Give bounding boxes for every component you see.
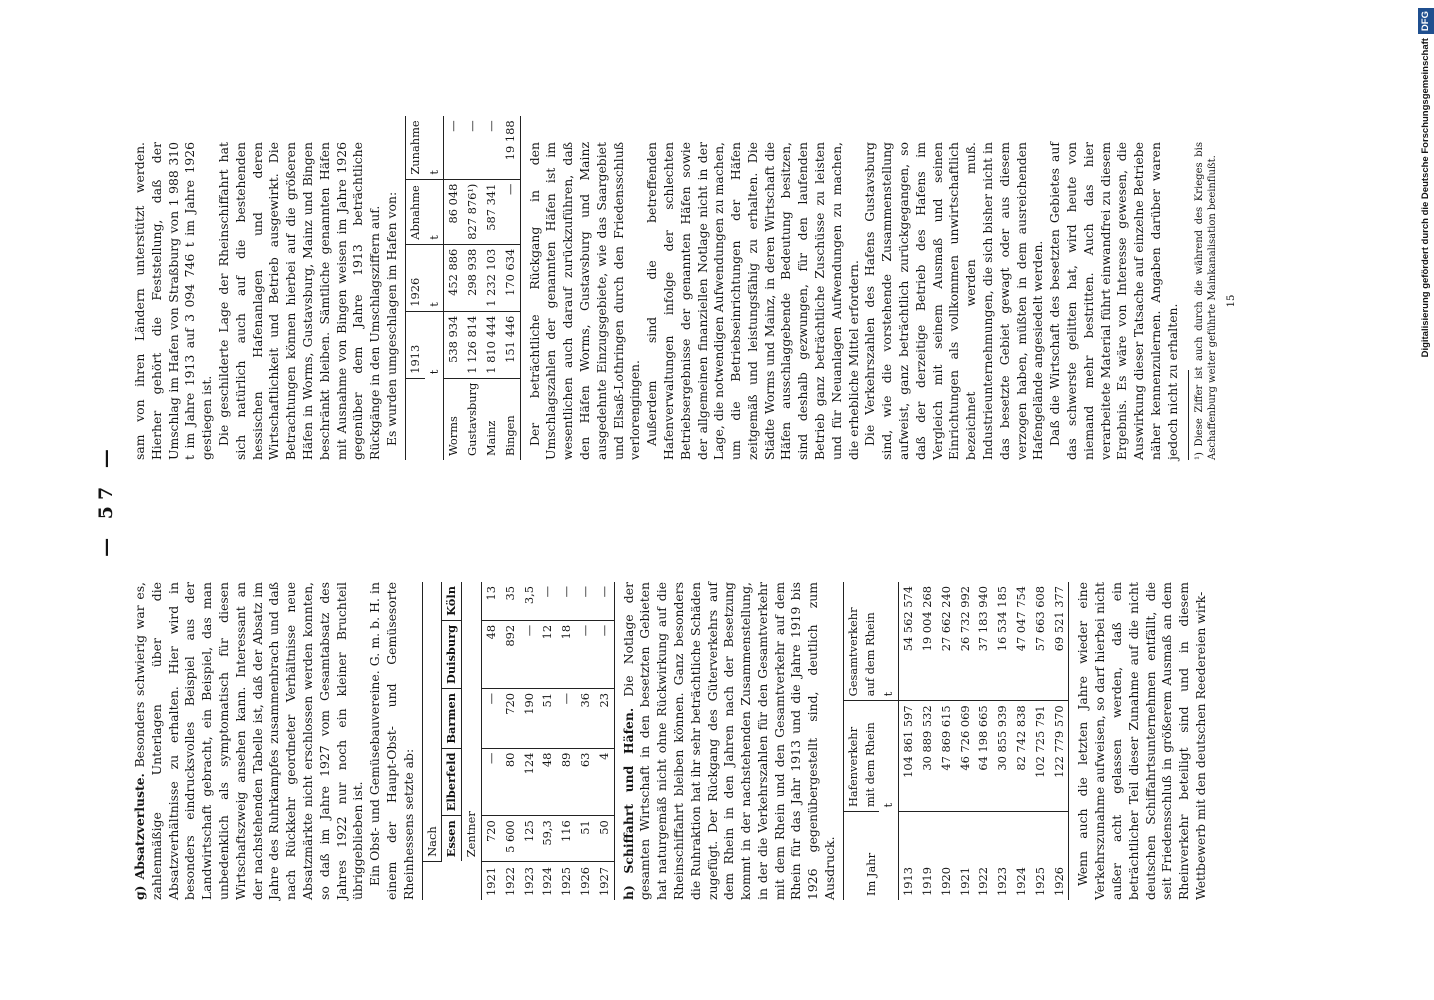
ports-col-header: 1926 [405, 244, 424, 311]
table-cell: 1 810 444 [482, 311, 501, 378]
section-h-paragraph [621, 582, 839, 900]
row-port: Bingen [502, 415, 517, 456]
table-cell: 124 [520, 748, 539, 816]
row-year: 1920 [938, 867, 953, 896]
footer-page-number: 15 [1225, 294, 1237, 308]
table-cell: 27 662 240 [937, 582, 956, 701]
table-cell: 18 [557, 620, 576, 688]
table-cell: — [463, 116, 482, 179]
right-column [132, 120, 1238, 460]
row-year: 1922 [502, 867, 517, 896]
ports-table-corner [405, 378, 444, 460]
table-cell: 13 [481, 582, 500, 620]
row-year: 1925 [559, 867, 574, 896]
right-para-6: Daß die Wirtschaft des besetzten Gebietes auf das schwerste gelitten hat, wird heute von niemand mehr bestritten. Auch das hier verarbeitete Material führt einwandfrei zu diesem Ergebnis. Es wäre von Interesse gewesen, die Auswirkung dieser Tatsache auf einzelne Betriebe näher kennenzulernen. Angaben darüber waren jedoch nicht zu erhalten. [1047, 142, 1180, 460]
table-cell: 48 [481, 620, 500, 688]
table-cell: 51 [576, 816, 595, 862]
table-row [576, 582, 595, 900]
table-cell: 452 886 [444, 244, 463, 311]
ports-col-header: Zunahme [405, 116, 424, 179]
table-cell: — [595, 620, 614, 688]
row-year: 1923 [995, 867, 1010, 896]
table-row [1012, 582, 1031, 900]
table-cell: 35 [501, 582, 520, 620]
table-cell: 59,3 [538, 816, 557, 862]
traffic-unit: t [879, 701, 898, 812]
row-year: 1924 [1014, 867, 1029, 896]
table-cell: 104 861 597 [899, 701, 918, 812]
left-column [132, 582, 1210, 900]
row-year: 1922 [976, 867, 991, 896]
table-cell: — [538, 582, 557, 620]
table-row [482, 116, 501, 460]
table-cell: 82 742 838 [1012, 701, 1031, 812]
ports-unit: t [425, 311, 444, 378]
section-g-text: Besonders schwierig war es, zahlenmäßige Unterlagen über die Absatzverhältnisse zu erhalten. Hier wird in besonders eindrucksvolles Beispiel aus der Landwirtschaft gebracht, ein Beispiel, das man unbedenklich als symptomatisch für diesen Wirtschaftszweig ansehen kann. Interessant an der nachstehenden Tabelle ist, daß der Absatz im Jahre des Ruhrkampfes zusammenbrach und daß nach Rückkehr geordneter Verhältnisse neue Absatzmärkte nicht erschlossen werden konnten, so daß im Jahre 1927 vom Gesamtabsatz des Jahres 1922 nur noch ein kleiner Bruchteil übriggeblieben ist. [132, 582, 366, 900]
ports-unit: t [425, 116, 444, 179]
ports-unit: t [425, 179, 444, 244]
row-year: 1926 [1051, 867, 1066, 896]
table-row [937, 582, 956, 900]
table-cell: 47 047 754 [1012, 582, 1031, 701]
table-row [595, 582, 614, 900]
table-cell: 298 938 [463, 244, 482, 311]
table-cell: 80 [501, 748, 520, 816]
table-cell: — [482, 116, 501, 179]
table-cell: 538 934 [444, 311, 463, 378]
section-g-paragraph [132, 582, 367, 900]
sales-group-header: Nach [422, 582, 442, 861]
row-year: 1921 [957, 867, 972, 896]
table-cell: 116 [557, 816, 576, 862]
sales-table-corner [422, 861, 481, 900]
table-cell: 51 [538, 688, 557, 748]
table-cell: — [501, 179, 520, 244]
table-cell: 587 341 [482, 179, 501, 244]
row-year: 1923 [521, 867, 536, 896]
side-banner-rotated [1418, 0, 1434, 1000]
table-cell: — [520, 620, 539, 688]
table-cell: 4 [595, 748, 614, 816]
table-cell: 892 [501, 620, 520, 688]
section-h-text: Die Notlage der gesamten Wirtschaft in den besetzten Gebieten hat naturgemäß nicht ohne Rückwirkung auf die Rheinschiffahrt bleiben können. Ganz besonders die Ruhraktion hat ihr sehr beträchtliche Schäden zugefügt. Der Rückgang des Güterverkehrs auf dem Rhein in den Jahren nach der Besetzung kommt in der nachstehenden Zusammenstellung, in der die Verkehrszahlen für den Gesamtverkehr mit dem Rhein und den Gesamtverkehr auf dem Rhein für das Jahr 1913 und die Jahre 1919 bis 1926 gegenübergestellt sind, deutlich zum Ausdruck. [620, 582, 838, 900]
row-port: Gustavsburg [465, 382, 480, 456]
row-year: 1926 [577, 867, 592, 896]
table-cell: — [444, 116, 463, 179]
right-para-1: sam von ihren Ländern unterstützt werden. Hierher gehört die Feststellung, daß der Umschlag im Hafen von Straßburg von 1 988 310 t im Jahre 1913 auf 3 094 746 t im Jahre 1926 gestiegen ist. [132, 142, 215, 460]
page-number: — 57 — [95, 443, 117, 557]
table-row [1050, 582, 1069, 900]
table-cell: 30 855 939 [993, 701, 1012, 812]
table-cell: 36 [576, 688, 595, 748]
traffic-unit: t [879, 582, 898, 701]
sales-col-header: Duisburg [442, 620, 462, 688]
sales-col-header: Köln [442, 582, 462, 620]
right-para-4: Außerdem sind die betreffenden Hafenverwaltungen infolge der schlechten Betriebsergebnisse der genannten Häfen sowie der allgemeinen finanziellen Notlage nicht in der Lage, die notwendigen Aufwendungen zu machen, um die Betriebseinrichtungen der Häfen zeitgemäß und leistungsfähig zu erhalten. Die Städte Worms und Mainz, in deren Wirtschaft die Häfen ausschlaggebende Bedeutung besitzen, sind deshalb gezwungen, für den laufenden Betrieb ganz beträchtliche Zuschüsse zu leisten und für Neuanlagen Aufwendungen zu machen, die erhebliche Mittel erfordern. [644, 142, 861, 460]
table-cell: 19 188 [501, 116, 520, 179]
table-cell: 30 889 532 [918, 701, 937, 812]
closing-text: Wenn auch die letzten Jahre wieder eine Verkehrszunahme aufweisen, so darf hierbei nicht außer acht gelassen werden, daß ein beträchtlicher Teil dieser Zunahme auf die nicht deutschen Schiffahrtsunternehmen entfällt, die seit Friedensschluß in größerem Ausmaß an dem Rheinverkehr beteiligt sind und in diesem Wettbewerb mit den deutschen Reedereien wirk- [1075, 582, 1209, 900]
table-cell: 23 [595, 688, 614, 748]
sales-col-header: Elberfeld [442, 748, 462, 816]
dfg-logo: DFG [1418, 8, 1434, 34]
table-cell: 720 [481, 816, 500, 862]
sales-col-header: Essen [442, 816, 462, 862]
table-cell: 1 126 814 [463, 311, 482, 378]
row-year: 1927 [596, 867, 611, 896]
traffic-col-harbor: Hafenverkehr mit dem Rhein [843, 701, 879, 812]
table-cell: 5 600 [501, 816, 520, 862]
table-row [444, 116, 463, 460]
table-row [481, 582, 500, 900]
traffic-col-year: Im Jahr [843, 812, 898, 901]
side-banner-text: Digitalisierung gefördert durch die Deutsche Forschungsgemeinschaft [1420, 38, 1431, 358]
sales-unit: Zentner [462, 582, 482, 861]
table-cell: 57 663 608 [1031, 582, 1050, 701]
footnote: ¹) Diese Ziffer ist auch durch die während des Krieges bis Aschaffenburg weiter geführte Mainkanalisation beeinflußt. [1193, 142, 1218, 460]
table-row [1031, 582, 1050, 900]
table-cell: — [595, 582, 614, 620]
traffic-table [843, 582, 1070, 900]
table-row [993, 582, 1012, 900]
ports-col-header: 1913 [405, 311, 424, 378]
row-year: 1919 [920, 867, 935, 896]
row-port: Worms [446, 416, 461, 456]
table-cell: 54 562 574 [899, 582, 918, 701]
traffic-col-total: Gesamtverkehr auf dem Rhein [843, 582, 879, 701]
table-cell: 827 876¹) [463, 179, 482, 244]
table-cell: 46 726 069 [956, 701, 975, 812]
table-cell: 89 [557, 748, 576, 816]
table-cell: — [481, 748, 500, 816]
ports-table [405, 116, 521, 460]
table-cell: 48 [538, 748, 557, 816]
row-year: 1924 [540, 867, 555, 896]
table-cell: — [576, 582, 595, 620]
table-cell: — [576, 620, 595, 688]
table-cell: 64 198 665 [974, 701, 993, 812]
side-banner [1418, 0, 1434, 1000]
right-para-3: Der beträchtliche Rückgang in den Umschlagszahlen der genannten Häfen ist im wesentlichen auch darauf zurückzuführen, daß den Häfen Worms, Gustavsburg und Mainz ausgedehnte Einzugsgebiete, wie das Saargebiet und Elsaß-Lothringen durch den Friedensschluß verlorengingen. [526, 142, 643, 460]
section-h-heading: h) Schiffahrt und Häfen. [620, 707, 636, 900]
table-cell: 170 634 [501, 244, 520, 311]
table-cell: 26 732 992 [956, 582, 975, 701]
table-cell: — [481, 688, 500, 748]
table-cell: 151 446 [501, 311, 520, 378]
table-cell: 63 [576, 748, 595, 816]
table-cell: 720 [501, 688, 520, 748]
table-row [899, 582, 918, 900]
table-cell: 69 521 377 [1050, 582, 1069, 701]
table-row [538, 582, 557, 900]
sales-table [422, 582, 615, 900]
table-cell: — [557, 582, 576, 620]
table-row [974, 582, 993, 900]
table-cell: 3,5 [520, 582, 539, 620]
right-para-5: Die Verkehrszahlen des Hafens Gustavsburg sind, wie die vorstehende Zusammenstellung aufweist, ganz beträchtlich zurückgegangen, so daß der derzeitige Betrieb des Hafens im Vergleich mit seinem Ausmaß und seinen Einrichtungen als vollkommen unwirtschaftlich bezeichnet werden muß. Industrieunternehmungen, die sich bisher nicht in das besetzte Gebiet gewagt oder aus diesem verzogen haben, müßten in dem ausreichenden Hafengeländе angesiedelt werden. [862, 142, 1046, 460]
table-cell: 122 779 570 [1050, 701, 1069, 812]
table-cell: 12 [538, 620, 557, 688]
table-cell: 86 048 [444, 179, 463, 244]
row-port: Mainz [483, 420, 498, 456]
table-row [520, 582, 539, 900]
sales-col-header: Barmen [442, 688, 462, 748]
table-row [463, 116, 482, 460]
ports-col-header: Abnahme [405, 179, 424, 244]
table-cell: 47 869 615 [937, 701, 956, 812]
table-cell: 50 [595, 816, 614, 862]
table-row [956, 582, 975, 900]
table-row [501, 582, 520, 900]
table-cell: 37 183 940 [974, 582, 993, 701]
section-g-heading: g) Absatzverluste. [132, 773, 147, 900]
table-cell: — [557, 688, 576, 748]
table-cell: 16 534 185 [993, 582, 1012, 701]
table-cell: 19 004 268 [918, 582, 937, 701]
table-cell: 1 232 103 [482, 244, 501, 311]
obst-intro: Ein Obst- und Gemüsebauvereine. G. m. b. H. in einem der Haupt-Obst- und Gemüsesorte Rheinhessens setzte ab: [367, 582, 416, 900]
row-year: 1925 [1032, 867, 1047, 896]
right-para-2: Die geschilderte Lage der Rheinschiffahrt hat sich natürlich auch auf die bestehenden hessischen Hafenanlagen und deren Wirtschaftlichkeit und Betrieb ausgewirkt. Die Betrachtungen können hierbei auf die größeren Häfen in Worms, Gustavsburg, Mainz und Bingen beschränkt bleiben. Sämtliche genannten Häfen mit Ausnahme von Bingen weisen im Jahre 1926 gegenüber dem Jahre 1913 beträchtliche Rückgänge in den Umschlagsziffern auf. [215, 142, 383, 460]
footnote-divider [1188, 370, 1189, 460]
row-year: 1913 [901, 867, 916, 896]
table-row [501, 116, 520, 460]
table-cell: 102 725 791 [1031, 701, 1050, 812]
ports-unit: t [425, 244, 444, 311]
table-cell: 125 [520, 816, 539, 862]
table-row [557, 582, 576, 900]
table-row [918, 582, 937, 900]
ports-intro: Es wurden umgeschlagen im Hafen von: [383, 191, 399, 446]
table-cell: 190 [520, 688, 539, 748]
row-year: 1921 [483, 867, 498, 896]
